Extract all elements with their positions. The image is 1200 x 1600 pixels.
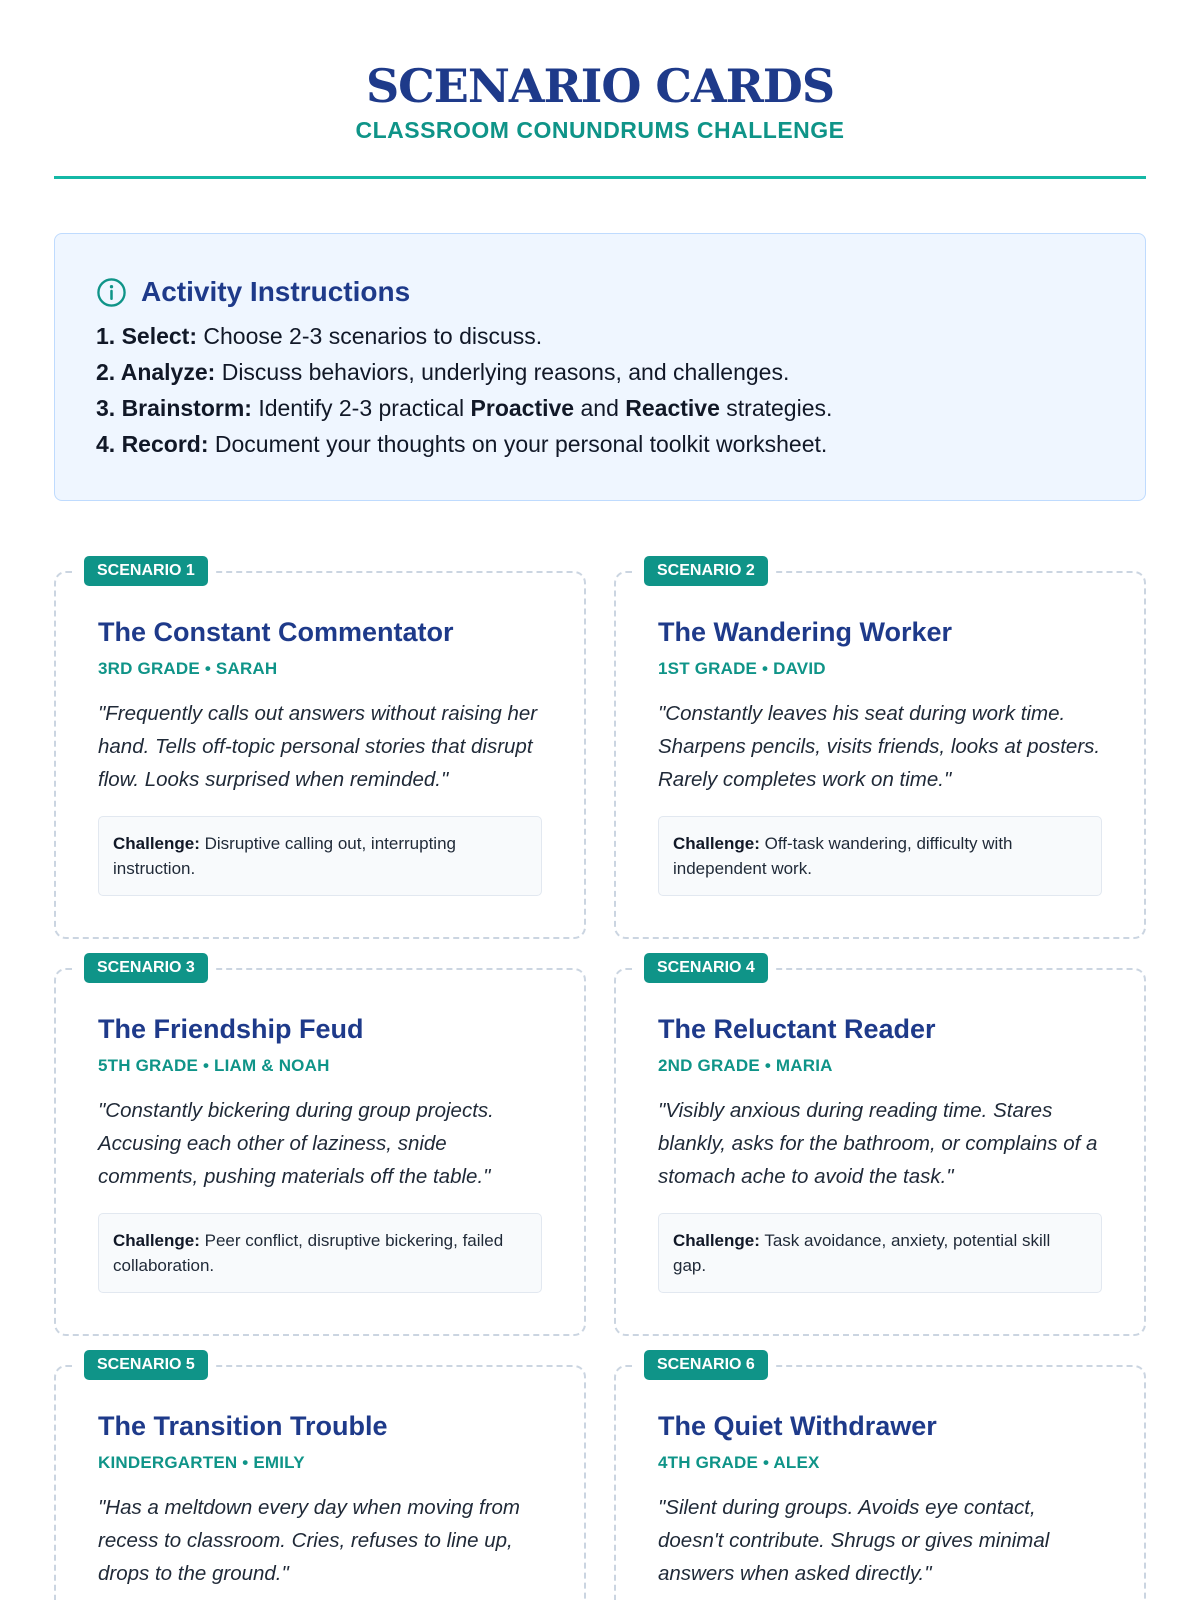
step-emphasis: Reactive [625, 395, 720, 421]
challenge-label: Challenge: [113, 834, 200, 853]
challenge-label: Challenge: [673, 834, 760, 853]
instructions-list [96, 318, 1105, 462]
scenario-title: The Wandering Worker [658, 617, 953, 647]
scenario-card-body [614, 571, 1146, 939]
step-label: 2. Analyze: [96, 359, 216, 385]
scenario-title: The Constant Commentator [98, 617, 454, 647]
scenario-title: The Friendship Feud [98, 1014, 364, 1044]
page-title: SCENARIO CARDS [365, 59, 835, 113]
scenario-quote: "Constantly bickering during group projects. Accusing each other of laziness, snide comments, pushing materials off the table." [98, 1099, 494, 1188]
step-text: Document your thoughts on your personal toolkit worksheet. [208, 431, 828, 457]
challenge-text: Disruptive calling out, interrupting instruction. [113, 834, 456, 878]
instruction-step [96, 426, 1105, 462]
instructions-title: Activity Instructions [141, 276, 411, 307]
step-label: 1. Select: [96, 323, 197, 349]
challenge-label: Challenge: [113, 1231, 200, 1250]
challenge-box [98, 816, 542, 896]
challenge-text: Peer conflict, disruptive bickering, failed collaboration. [113, 1231, 504, 1275]
challenge-box [658, 816, 1102, 896]
step-label: 3. Brainstorm: [96, 395, 252, 421]
scenario-grid [54, 553, 1146, 1600]
scenario-title: The Transition Trouble [98, 1411, 388, 1441]
challenge-text: Off-task wandering, difficulty with independent work. [673, 834, 1013, 878]
scenario-meta: 3RD GRADE • SARAH [98, 659, 278, 678]
scenario-card [614, 553, 1146, 950]
scenario-card-body [614, 1365, 1146, 1600]
step-emphasis: Proactive [470, 395, 575, 421]
scenario-badge: SCENARIO 5 [84, 1350, 208, 1380]
page-subtitle: CLASSROOM CONUNDRUMS CHALLENGE [355, 117, 845, 143]
instructions-panel [54, 233, 1146, 501]
header-divider [54, 176, 1146, 179]
scenario-meta: 5TH GRADE • LIAM & NOAH [98, 1056, 330, 1075]
challenge-box [98, 1213, 542, 1293]
scenario-meta: 4TH GRADE • ALEX [658, 1453, 820, 1472]
scenario-quote: "Frequently calls out answers without raising her hand. Tells off-topic personal stories that disrupt flow. Looks surprised when reminded." [98, 702, 538, 791]
challenge-box [658, 1213, 1102, 1293]
scenario-card-body [54, 571, 586, 939]
challenge-label: Challenge: [673, 1231, 760, 1250]
scenario-title: The Quiet Withdrawer [658, 1411, 937, 1441]
step-text: Choose 2-3 scenarios to discuss. [197, 323, 543, 349]
page-header [54, 0, 1146, 179]
scenario-card [54, 553, 586, 950]
scenario-meta: KINDERGARTEN • EMILY [98, 1453, 305, 1472]
scenario-card [614, 1347, 1146, 1600]
step-text: and [574, 395, 626, 421]
instruction-step [96, 354, 1105, 390]
scenario-quote: "Visibly anxious during reading time. Stares blankly, asks for the bathroom, or complains of a stomach ache to avoid the task." [658, 1099, 1098, 1188]
step-text: Discuss behaviors, underlying reasons, and challenges. [215, 359, 790, 385]
scenario-meta: 1ST GRADE • DAVID [658, 659, 826, 678]
instructions-header [96, 276, 1105, 308]
step-label: 4. Record: [96, 431, 209, 457]
scenario-quote: "Silent during groups. Avoids eye contact, doesn't contribute. Shrugs or gives minimal answers when asked directly." [658, 1496, 1050, 1585]
scenario-badge: SCENARIO 4 [644, 953, 768, 983]
scenario-title: The Reluctant Reader [658, 1014, 936, 1044]
info-icon [96, 277, 127, 308]
scenario-card-body [614, 968, 1146, 1336]
scenario-card [614, 950, 1146, 1347]
instruction-step [96, 318, 1105, 354]
scenario-quote: "Has a meltdown every day when moving from recess to classroom. Cries, refuses to line up, drops to the ground." [98, 1496, 521, 1585]
scenario-card [54, 1347, 586, 1600]
scenario-quote: "Constantly leaves his seat during work time. Sharpens pencils, visits friends, looks at posters. Rarely completes work on time." [658, 702, 1101, 791]
scenario-badge: SCENARIO 6 [644, 1350, 768, 1380]
scenario-badge: SCENARIO 1 [84, 556, 208, 586]
step-text: Identify 2-3 practical [251, 395, 471, 421]
scenario-badge: SCENARIO 3 [84, 953, 208, 983]
scenario-card-body [54, 968, 586, 1336]
scenario-card [54, 950, 586, 1347]
challenge-text: Task avoidance, anxiety, potential skill gap. [673, 1231, 1051, 1275]
step-text: strategies. [719, 395, 833, 421]
scenario-badge: SCENARIO 2 [644, 556, 768, 586]
scenario-card-body [54, 1365, 586, 1600]
scenario-meta: 2ND GRADE • MARIA [658, 1056, 833, 1075]
instruction-step [96, 390, 1105, 426]
